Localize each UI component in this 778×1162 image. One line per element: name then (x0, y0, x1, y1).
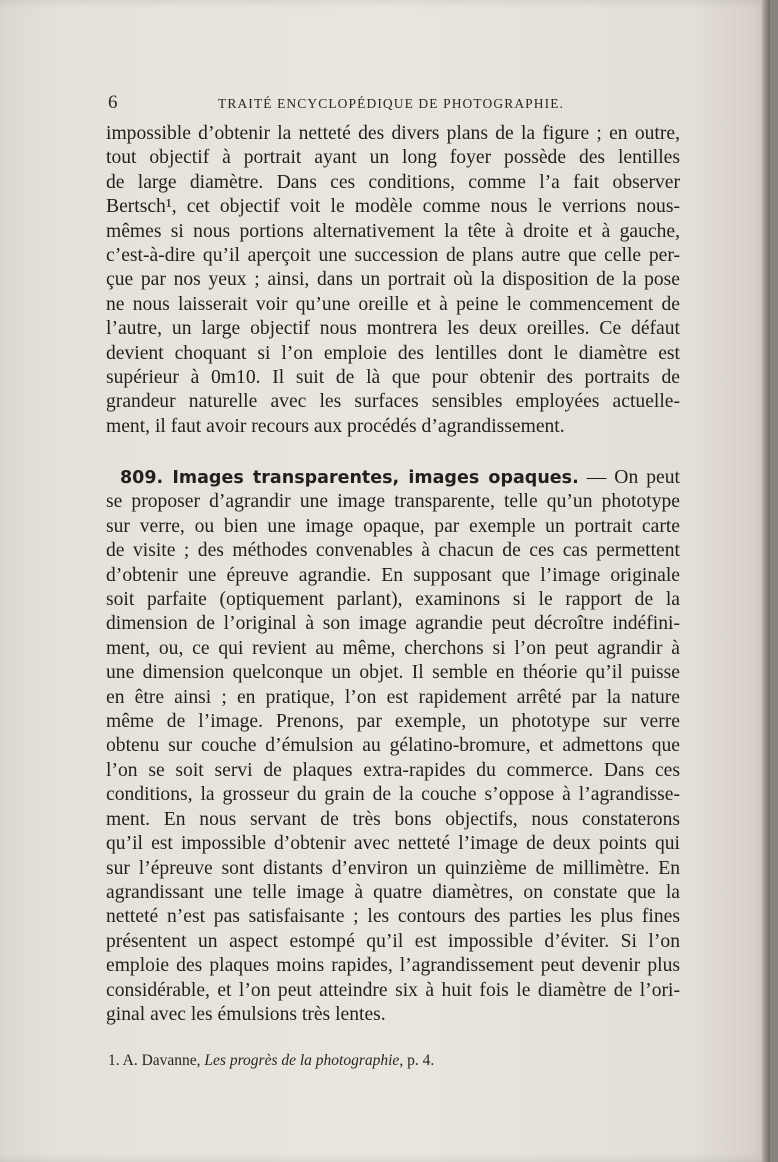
text-line: l’on se soit servi de plaques extra-rapides du commerce. Dans ces (106, 759, 680, 781)
text-line: en être ainsi ; en pratique, l’on est rapidement arrêté par la nature (106, 686, 680, 708)
page-number: 6 (108, 92, 118, 113)
footnote-rest: , p. 4. (399, 1052, 435, 1069)
text-line: impossible d’obtenir la netteté des divers plans de la figure ; en outre, (106, 123, 680, 144)
text-line: agrandissant une telle image à quatre diamètres, on constate que la (106, 881, 680, 903)
text-line: devient choquant si l’on emploie des lentilles dont le diamètre est (106, 342, 680, 364)
page-edge (762, 0, 770, 1162)
text-line: sur l’épreuve sont distants d’environ un quinzième de millimètre. En (106, 857, 680, 879)
paragraph-2 (106, 466, 680, 1027)
text-line: Bertsch¹, cet objectif voit le modèle comme nous le verrions nous- (106, 196, 680, 218)
text-line: ment, il faut avoir recours aux procédés d’agrandissement. (106, 415, 565, 437)
text-line: présentent un aspect estompé qu’il est impossible d’éviter. Si l’on (106, 930, 680, 952)
text-line: c’est-à-dire qu’il aperçoit une succession de plans autre que celle per- (106, 245, 680, 267)
text-line: qu’il est impossible d’obtenir avec netteté l’image de deux points qui (106, 833, 680, 855)
text-line: l’autre, un large objectif nous montrera les deux oreilles. Ce défaut (106, 318, 680, 340)
section-first-line-rest: — On peut (578, 467, 680, 488)
text-line: ment. En nous servant de très bons objectifs, nous constaterons (106, 808, 680, 830)
text-line: netteté n’est pas satisfaisante ; les contours des parties les plus fines (106, 906, 680, 928)
text-line: sur verre, ou bien une image opaque, par exemple un portrait carte (106, 515, 680, 537)
text-line: conditions, la grosseur du grain de la couche s’oppose à l’agrandisse- (106, 784, 680, 806)
text-line: ne nous laisserait voir qu’une oreille et à peine le commencement de (106, 293, 680, 315)
text-line: grandeur naturelle avec les surfaces sensibles employées actuelle- (106, 391, 680, 413)
text-line: soit parfaite (optiquement parlant), examinons si le rapport de la (106, 589, 680, 611)
text-line: dimension de l’original à son image agrandie peut décroître indéfini- (106, 613, 680, 635)
footnote (108, 1052, 668, 1070)
section-heading: 809. Images transparentes, images opaques. (120, 468, 579, 488)
text-line: ment, ou, ce qui revient au même, cherchons si l’on peut agrandir à (106, 637, 680, 659)
text-line: une dimension quelconque un objet. Il semble en théorie qu’il puisse (106, 662, 680, 684)
running-title: TRAITÉ ENCYCLOPÉDIQUE DE PHOTOGRAPHIE. (218, 96, 565, 111)
text-line: de large diamètre. Dans ces conditions, comme l’a fait observer (106, 171, 680, 193)
text-line: considérable, et l’on peut atteindre six à huit fois le diamètre de l’ori- (106, 979, 680, 1001)
footnote-marker: 1. A. Davanne, (108, 1052, 205, 1069)
text-line: obtenu sur couche d’émulsion au gélatino-bromure, et admettons que (106, 735, 680, 757)
text-line: emploie des plaques moins rapides, l’agrandissement peut devenir plus (106, 955, 680, 977)
paragraph-1 (106, 122, 680, 439)
footnote-title: Les progrès de la photographie (204, 1052, 400, 1069)
section-first-line (106, 466, 680, 490)
text-line: d’obtenir une épreuve agrandie. En supposant que l’image originale (106, 564, 680, 586)
text-line: se proposer d’agrandir une image transparente, telle qu’un phototype (106, 491, 680, 513)
text-line: de visite ; des méthodes convenables à chacun de ces cas permettent (106, 540, 680, 562)
text-line: ginal avec les émulsions très lentes. (106, 1003, 386, 1025)
text-line: tout objectif à portrait ayant un long foyer possède des lentilles (106, 147, 680, 169)
text-line: çue par nos yeux ; ainsi, dans un portrait où la disposition de la pose (106, 269, 680, 291)
text-line: même de l’image. Prenons, par exemple, un phototype sur verre (106, 711, 680, 733)
text-line: supérieur à 0m10. Il suit de là que pour obtenir des portraits de (106, 367, 680, 389)
text-line: mêmes si nous portions alternativement la tête à droite et à gauche, (106, 220, 680, 242)
